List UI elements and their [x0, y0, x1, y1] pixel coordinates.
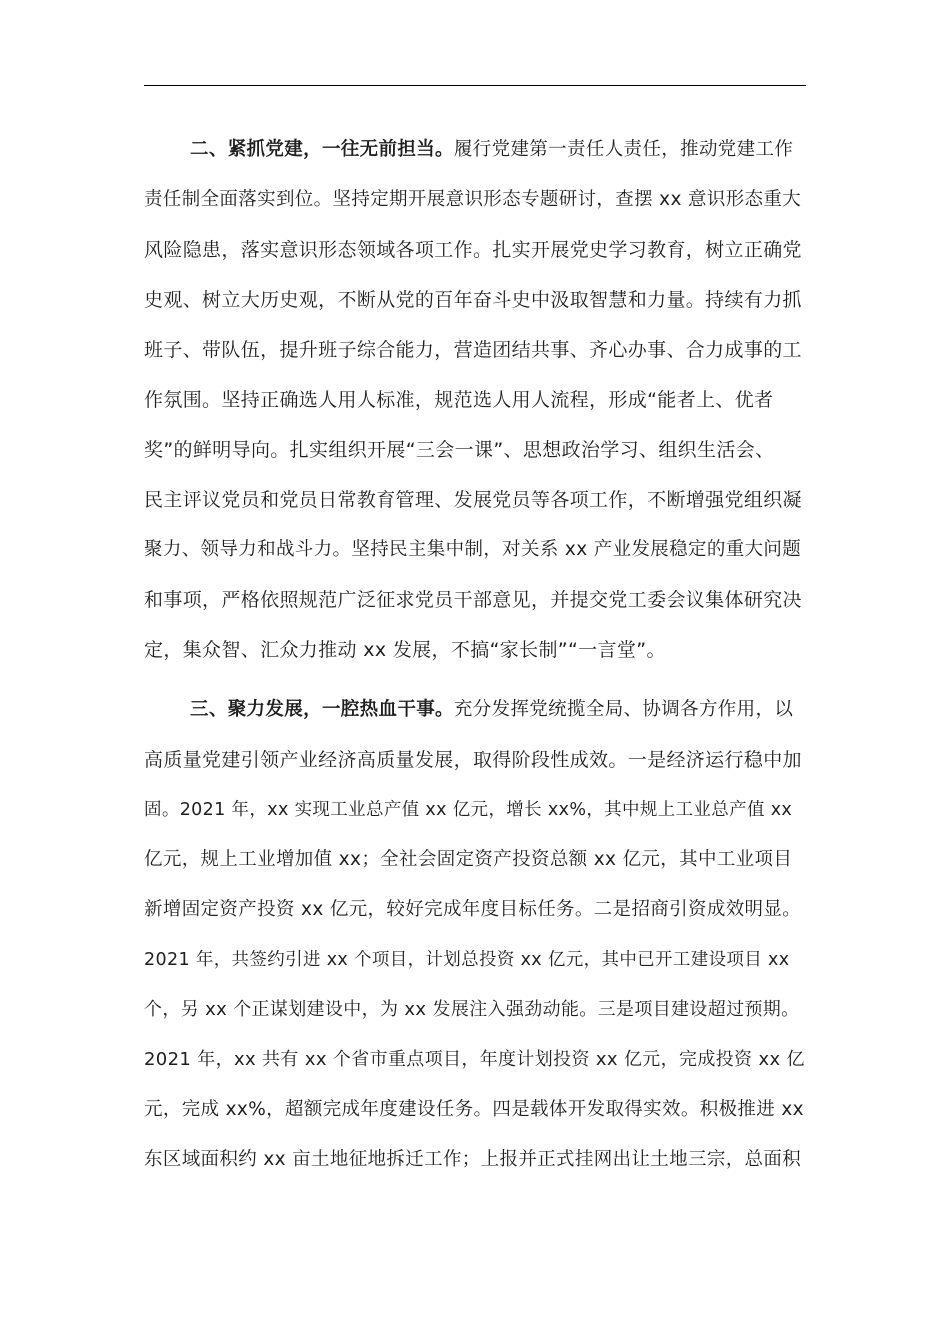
paragraph-line: 风险隐患，落实意识形态领域各项工作。扎实开展党史学习教育，树立正确党 — [144, 239, 802, 261]
paragraph-line: 个，另 xx 个正谋划建设中，为 xx 发展注入强劲动能。三是项目建设超过预期。 — [144, 999, 800, 1020]
paragraph-line: 2021 年，xx 共有 xx 个省市重点项目，年度计划投资 xx 亿元，完成投资 xx 亿 — [144, 1049, 805, 1070]
paragraph-heading: 三、聚力发展，一腔热血干事。 — [190, 699, 454, 720]
line-text: 履行党建第一责任人责任，推动党建工作 — [453, 139, 794, 160]
line-text: 充分发挥党统揽全局、协调各方作用，以 — [453, 699, 794, 720]
paragraph-line: 固。2021 年，xx 实现工业总产值 xx 亿元，增长 xx%，其中规上工业总产值 xx — [144, 800, 793, 820]
paragraph-line: 新增固定资产投资 xx 亿元，较好完成年度目标任务。二是招商引资成效明显。 — [144, 899, 802, 920]
paragraph-line: 史观、树立大历史观，不断从党的百年奋斗史中汲取智慧和力量。持续有力抓 — [144, 289, 802, 311]
paragraph-line: 2021 年，共签约引进 xx 个项目，计划总投资 xx 亿元，其中已开工建设项目 xx — [144, 950, 790, 970]
paragraph-development — [144, 685, 806, 1185]
paragraph-line — [144, 125, 806, 175]
paragraph-line: 班子、带队伍，提升班子综合能力，营造团结共事、齐心办事、合力成事的工 — [144, 339, 802, 361]
paragraph-line: 定，集众智、汇众力推动 xx 发展，不搞“家长制”“一言堂”。 — [144, 639, 666, 661]
paragraph-line: 责任制全面落实到位。坚持定期开展意识形态专题研讨，查摆 xx 意识形态重大 — [144, 189, 802, 210]
paragraph-line — [144, 685, 806, 735]
paragraph-line: 东区域面积约 xx 亩土地征地拆迁工作；上报并正式挂网出让土地三宗，总面积 — [144, 1149, 802, 1170]
paragraph-line: 元，完成 xx%，超额完成年度建设任务。四是载体开发取得实效。积极推进 xx — [144, 1099, 804, 1120]
paragraph-line: 亿元，规上工业增加值 xx；全社会固定资产投资总额 xx 亿元，其中工业项目 — [144, 849, 793, 870]
paragraph-line: 民主评议党员和党员日常教育管理、发展党员等各项工作，不断增强党组织凝 — [144, 489, 802, 511]
paragraph-line: 和事项，严格依照规范广泛征求党员干部意见，并提交党工委会议集体研究决 — [144, 589, 802, 611]
paragraph-party-building — [144, 125, 806, 675]
header-rule — [144, 85, 806, 86]
paragraph-line: 作氛围。坚持正确选人用人标准，规范选人用人流程，形成“能者上、优者 — [144, 389, 774, 411]
paragraph-line: 聚力、领导力和战斗力。坚持民主集中制，对关系 xx 产业发展稳定的重大问题 — [144, 539, 802, 560]
paragraph-line: 奖”的鲜明导向。扎实组织开展“三会一课”、思想政治学习、组织生活会、 — [144, 439, 775, 461]
paragraph-line: 高质量党建引领产业经济高质量发展，取得阶段性成效。一是经济运行稳中加 — [144, 749, 802, 771]
paragraph-heading: 二、紧抓党建，一往无前担当。 — [190, 139, 454, 160]
